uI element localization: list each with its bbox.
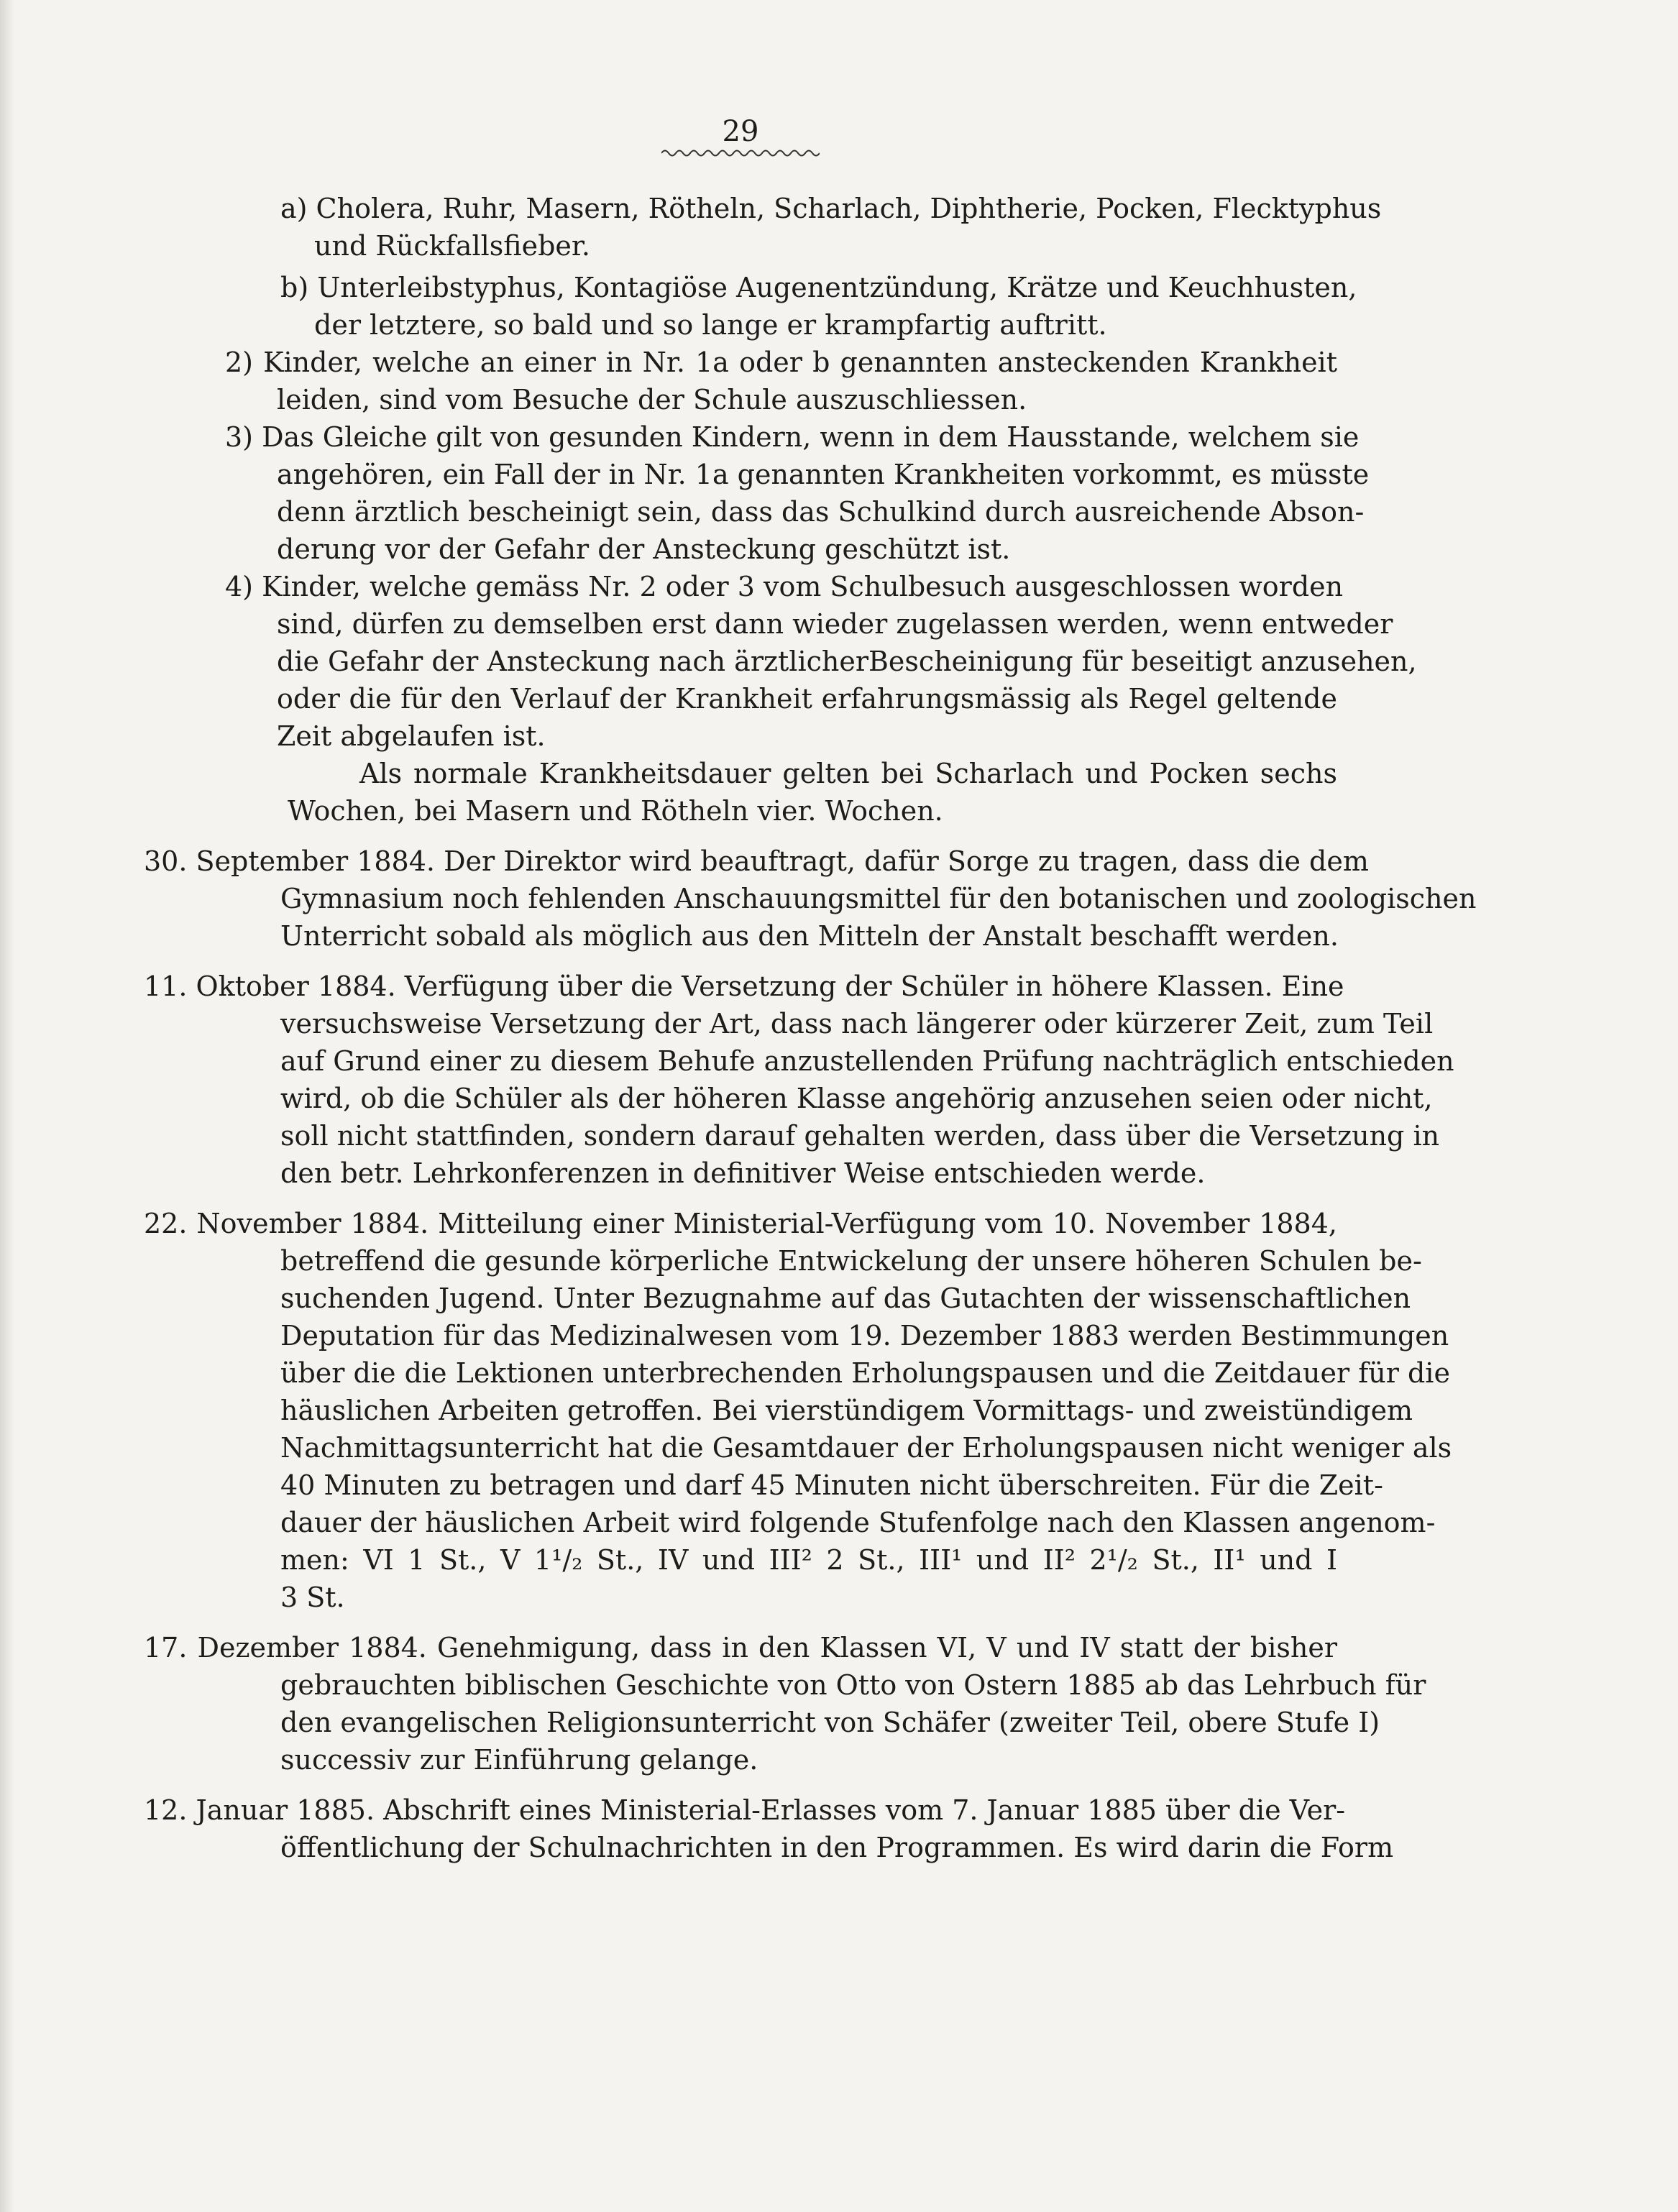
text-line: auf Grund einer zu diesem Behufe anzustellenden Prüfung nachträglich entschieden [280, 1045, 1454, 1077]
text-line: 17. Dezember 1884. Genehmigung, dass in den Klassen VI, V und IV statt der bisher [144, 1632, 1337, 1663]
text-line: der letztere, so bald und so lange er krampfartig auftritt. [314, 309, 1107, 341]
text-line: men: VI 1 St., V 1¹/₂ St., IV und III² 2 St., III¹ und II² 2¹/₂ St., II¹ und I [280, 1544, 1337, 1576]
text-line: Deputation für das Medizinalwesen vom 19. Dezember 1883 werden Bestimmungen [280, 1320, 1449, 1351]
page-number: 29 [722, 115, 759, 148]
text-line: dauer der häuslichen Arbeit wird folgende Stufenfolge nach den Klassen angenom- [280, 1507, 1436, 1538]
text-line: den evangelischen Religionsunterricht von Schäfer (zweiter Teil, obere Stufe I) [280, 1707, 1380, 1738]
text-line: sind, dürfen zu demselben erst dann wieder zugelassen werden, wenn entweder [277, 608, 1393, 640]
text-line: gebrauchten biblischen Geschichte von Otto von Ostern 1885 ab das Lehrbuch für [280, 1669, 1426, 1701]
text-line: die Gefahr der Ansteckung nach ärztlicherBescheinigung für beseitigt anzusehen, [277, 646, 1417, 677]
text-line: 3) Das Gleiche gilt von gesunden Kindern, wenn in dem Hausstande, welchem sie [225, 421, 1360, 453]
text-line: 12. Januar 1885. Abschrift eines Ministerial-Erlasses vom 7. Januar 1885 über die Ver- [144, 1794, 1346, 1826]
text-line: soll nicht stattfinden, sondern darauf gehalten werden, dass über die Versetzung in [280, 1120, 1440, 1152]
text-line: wird, ob die Schüler als der höheren Klasse angehörig anzusehen seien oder nicht, [280, 1083, 1433, 1114]
page-number-ornament [661, 148, 820, 158]
text-line: 3 St. [280, 1582, 345, 1613]
text-line: versuchsweise Versetzung der Art, dass nach längerer oder kürzerer Zeit, zum Teil [280, 1008, 1434, 1040]
text-line: Nachmittagsunterricht hat die Gesamtdauer der Erholungspausen nicht weniger als [280, 1432, 1452, 1464]
text-line: Zeit abgelaufen ist. [277, 720, 546, 752]
text-line: a) Cholera, Ruhr, Masern, Rötheln, Scharlach, Diphtherie, Pocken, Flecktyphus [280, 193, 1382, 224]
text-line: derung vor der Gefahr der Ansteckung geschützt ist. [277, 533, 1011, 565]
text-line: b) Unterleibstyphus, Kontagiöse Augenentzündung, Krätze und Keuchhusten, [280, 272, 1357, 303]
text-line: und Rückfallsfieber. [314, 230, 590, 262]
text-line: Wochen, bei Masern und Rötheln vier. Wochen. [288, 795, 943, 827]
text-line: angehören, ein Fall der in Nr. 1a genannten Krankheiten vorkommt, es müsste [277, 459, 1370, 490]
text-line: Unterricht sobald als möglich aus den Mitteln der Anstalt beschafft werden. [280, 920, 1339, 952]
text-line: Als normale Krankheitsdauer gelten bei Scharlach und Pocken sechs [359, 758, 1337, 789]
text-line: denn ärztlich bescheinigt sein, dass das Schulkind durch ausreichende Abson- [277, 496, 1365, 528]
text-line: 40 Minuten zu betragen und darf 45 Minuten nicht überschreiten. Für die Zeit- [280, 1469, 1383, 1501]
text-line: über die die Lektionen unterbrechenden Erholungspausen und die Zeitdauer für die [280, 1357, 1450, 1389]
text-line: suchenden Jugend. Unter Bezugnahme auf das Gutachten der wissenschaftlichen [280, 1282, 1411, 1314]
text-line: häuslichen Arbeiten getroffen. Bei vierstündigem Vormittags- und zweistündigem [280, 1395, 1413, 1426]
text-line: 30. September 1884. Der Direktor wird beauftragt, dafür Sorge zu tragen, dass die dem [144, 845, 1369, 877]
page-edge-shadow [0, 0, 14, 2212]
text-line: 22. November 1884. Mitteilung einer Ministerial-Verfügung vom 10. November 1884, [144, 1208, 1337, 1239]
text-line: betreffend die gesunde körperliche Entwickelung der unsere höheren Schulen be- [280, 1245, 1422, 1277]
text-line: 2) Kinder, welche an einer in Nr. 1a oder b genannten ansteckenden Krankheit [225, 347, 1337, 378]
text-line: 4) Kinder, welche gemäss Nr. 2 oder 3 vom Schulbesuch ausgeschlossen worden [225, 571, 1344, 602]
text-line: Gymnasium noch fehlenden Anschauungsmittel für den botanischen und zoologischen [280, 883, 1477, 914]
text-line: leiden, sind vom Besuche der Schule auszuschliessen. [277, 384, 1027, 416]
text-line: öffentlichung der Schulnachrichten in den Programmen. Es wird darin die Form [280, 1832, 1394, 1863]
text-line: successiv zur Einführung gelange. [280, 1744, 758, 1776]
text-line: 11. Oktober 1884. Verfügung über die Versetzung der Schüler in höhere Klassen. Eine [144, 970, 1344, 1002]
text-line: den betr. Lehrkonferenzen in definitiver Weise entschieden werde. [280, 1157, 1206, 1189]
text-line: oder die für den Verlauf der Krankheit erfahrungsmässig als Regel geltende [277, 683, 1337, 715]
